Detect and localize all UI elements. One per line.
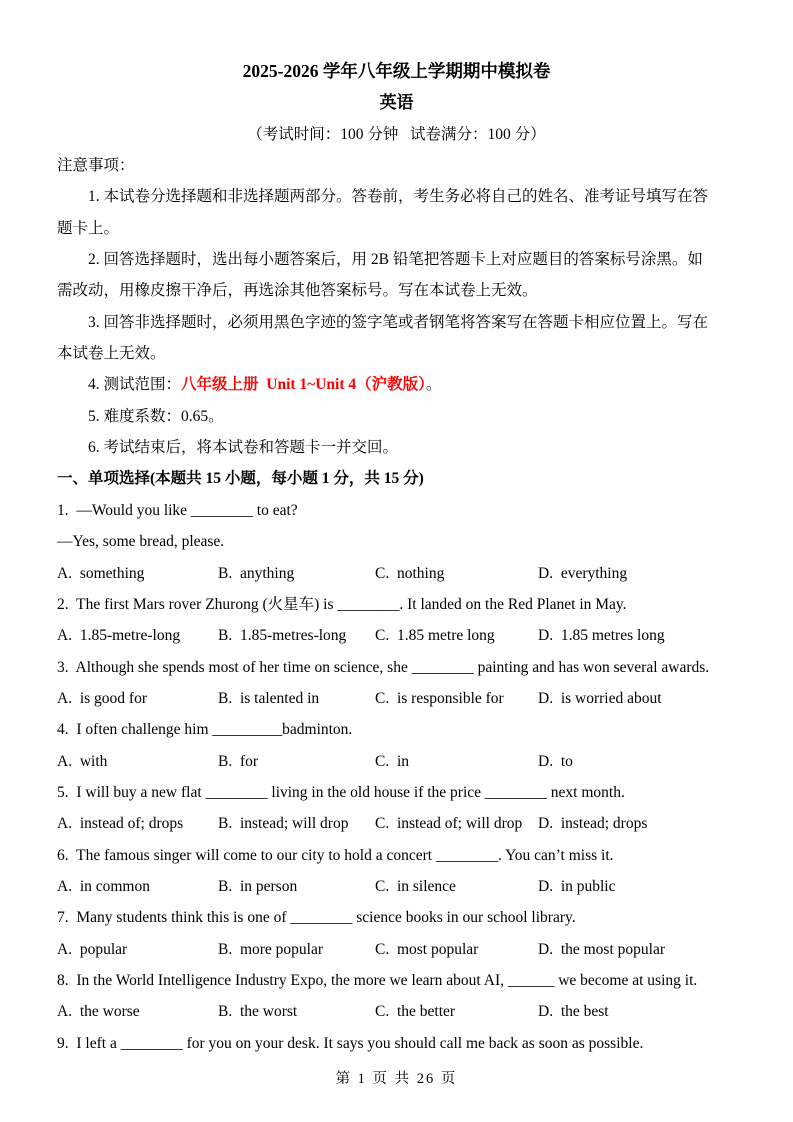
option-b: B. instead; will drop: [218, 815, 349, 833]
notice-item-4-suffix: 。: [425, 376, 442, 394]
option-a: A. is good for: [57, 689, 147, 707]
option-a: A. the worse: [57, 1003, 140, 1021]
question-8: [57, 965, 736, 1028]
notice-item-1-line-2: 题卡上。: [57, 219, 120, 237]
section-1-heading: 一、单项选择(本题共 15 小题，每小题 1 分，共 15 分): [57, 470, 424, 488]
question-8-stem: 8. In the World Intelligence Industry Expo, the more we learn about AI, ______ we become at using it.: [57, 971, 698, 989]
option-b: B. in person: [218, 877, 298, 895]
option-a: A. with: [57, 752, 108, 770]
notices-heading: 注意事项：: [57, 157, 135, 175]
question-4: [57, 714, 736, 777]
option-a: A. in common: [57, 877, 150, 895]
notice-item-2-line-1: 2. 回答选择题时，选出每小题答案后，用 2B 铅笔把答题卡上对应题目的答案标号涂黑。如: [88, 251, 703, 269]
question-1-reply: —Yes, some bread, please.: [57, 533, 225, 551]
question-5: [57, 777, 736, 840]
question-2-stem: 2. The first Mars rover Zhurong (火星车) is ________. It landed on the Red Planet in May.: [57, 595, 627, 613]
question-6-options: [57, 871, 736, 902]
option-b: B. the worst: [218, 1003, 298, 1021]
option-c: C. in silence: [375, 877, 456, 895]
notice-item-3-line-2: 本试卷上无效。: [57, 345, 166, 363]
notice-item-5-difficulty: 5. 难度系数：0.65。: [88, 407, 224, 425]
question-3-options: [57, 683, 736, 714]
question-6-stem: 6. The famous singer will come to our city to hold a concert ________. You can’t miss it.: [57, 846, 614, 864]
question-4-options: [57, 746, 736, 777]
question-6: [57, 840, 736, 903]
question-3-stem: 3. Although she spends most of her time on science, she ________ painting and has won several awards.: [57, 658, 710, 676]
option-d: D. in public: [538, 877, 616, 895]
question-7: [57, 902, 736, 965]
question-9: [57, 1028, 736, 1059]
option-d: D. is worried about: [538, 689, 662, 707]
question-5-options: [57, 808, 736, 839]
question-9-stem: 9. I left a ________ for you on your desk. It says you should call me back as soon as possible.: [57, 1034, 644, 1052]
option-b: B. for: [218, 752, 259, 770]
question-7-stem: 7. Many students think this is one of ________ science books in our school library.: [57, 909, 576, 927]
option-b: B. 1.85-metres-long: [218, 627, 347, 645]
notice-item-2-line-2: 需改动，用橡皮擦干净后，再选涂其他答案标号。写在本试卷上无效。: [57, 282, 538, 300]
question-4-stem: 4. I often challenge him _________badminton.: [57, 721, 353, 739]
exam-title: 2025-2026 学年八年级上学期期中模拟卷: [242, 61, 551, 81]
notice-item-4-scope-highlight: 八年级上册 Unit 1~Unit 4（沪教版）: [181, 376, 426, 394]
exam-subject: 英语: [379, 93, 414, 113]
option-d: D. the most popular: [538, 940, 665, 958]
notice-item-4-test-scope: [57, 369, 736, 400]
option-b: B. is talented in: [218, 689, 320, 707]
notice-item-6-return: 6. 考试结束后，将本试卷和答题卡一并交回。: [88, 439, 399, 457]
notice-item-3-line-1: 3. 回答非选择题时，必须用黑色字迹的签字笔或者钢笔将答案写在答题卡相应位置上。写在: [88, 313, 709, 331]
option-b: B. anything: [218, 564, 295, 582]
page-footer: 第 1 页 共 26 页: [335, 1071, 458, 1087]
question-3: [57, 652, 736, 715]
option-d: D. the best: [538, 1003, 609, 1021]
question-2-options: [57, 620, 736, 651]
option-d: D. to: [538, 752, 573, 770]
notice-item-4-prefix: 4. 测试范围：: [88, 376, 182, 394]
question-1-options: [57, 558, 736, 589]
option-a: A. 1.85-metre-long: [57, 627, 181, 645]
question-7-options: [57, 934, 736, 965]
option-d: D. 1.85 metres long: [538, 627, 665, 645]
notice-item-1-line-1: 1. 本试卷分选择题和非选择题两部分。答卷前，考生务必将自己的姓名、准考证号填写在答: [88, 188, 709, 206]
option-c: C. most popular: [375, 940, 479, 958]
option-d: D. everything: [538, 564, 628, 582]
option-c: C. 1.85 metre long: [375, 627, 495, 645]
option-c: C. the better: [375, 1003, 456, 1021]
notices-section: [57, 150, 736, 463]
option-a: A. instead of; drops: [57, 815, 184, 833]
option-c: C. instead of; will drop: [375, 815, 523, 833]
option-d: D. instead; drops: [538, 815, 648, 833]
option-a: A. something: [57, 564, 145, 582]
question-1: [57, 495, 736, 589]
question-5-stem: 5. I will buy a new flat ________ living in the old house if the price ________ next month.: [57, 783, 625, 801]
exam-info: （考试时间：100 分钟 试卷满分：100 分）: [247, 125, 546, 143]
option-c: C. nothing: [375, 564, 445, 582]
option-a: A. popular: [57, 940, 128, 958]
option-b: B. more popular: [218, 940, 324, 958]
question-2: [57, 589, 736, 652]
question-1-stem: 1. —Would you like ________ to eat?: [57, 501, 298, 519]
question-8-options: [57, 996, 736, 1027]
option-c: C. in: [375, 752, 410, 770]
option-c: C. is responsible for: [375, 689, 504, 707]
